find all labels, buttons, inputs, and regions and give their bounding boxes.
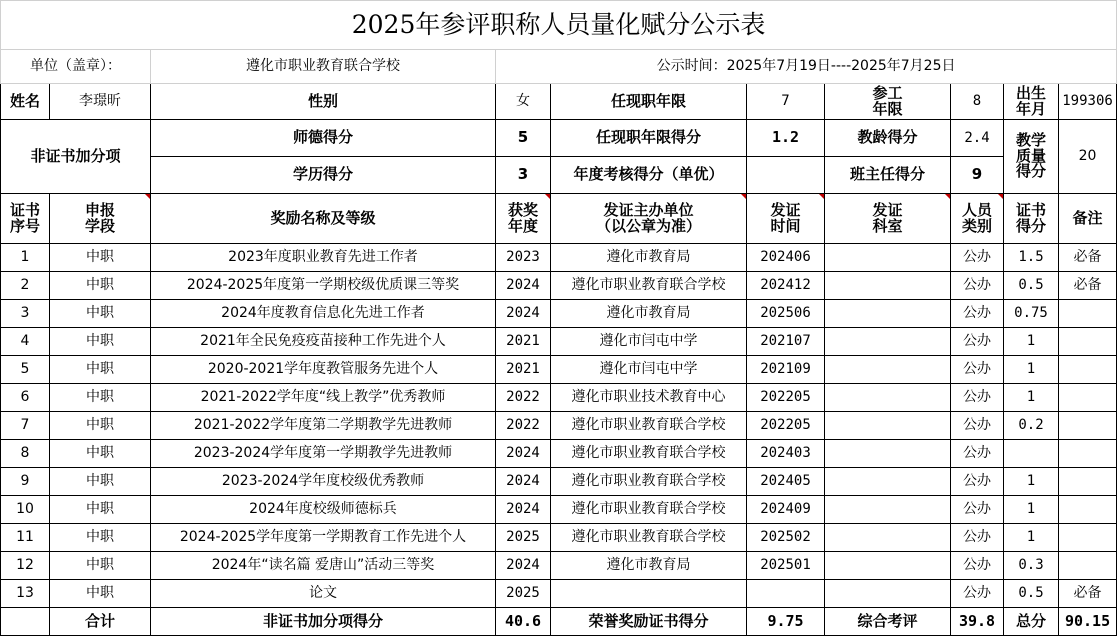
cell-year: 2024 xyxy=(496,300,551,328)
cell-award: 2024-2025学年度第一学期教育工作先进个人 xyxy=(151,524,496,552)
cell-seq: 13 xyxy=(1,580,50,608)
cell-seq: 8 xyxy=(1,440,50,468)
cell-type: 公办 xyxy=(951,272,1004,300)
name-label: 姓名 xyxy=(1,84,50,120)
cell-year: 2025 xyxy=(496,580,551,608)
cell-award: 2023-2024学年度第一学期教学先进教师 xyxy=(151,440,496,468)
table-row xyxy=(1,356,1117,384)
cell-note xyxy=(1059,440,1117,468)
table-row xyxy=(1,580,1117,608)
cell-issuer: 遵化市教育局 xyxy=(551,244,747,272)
cell-dept xyxy=(825,356,951,384)
cell-issuer: 遵化市职业教育联合学校 xyxy=(551,440,747,468)
cell-issuer: 遵化市职业教育联合学校 xyxy=(551,412,747,440)
cell-award: 2023-2024学年度校级优秀教师 xyxy=(151,468,496,496)
table-row xyxy=(1,328,1117,356)
cell-time: 202205 xyxy=(747,384,825,412)
publish-date: 公示时间：2025年7月19日----2025年7月25日 xyxy=(496,50,1117,84)
cell-time: 202405 xyxy=(747,468,825,496)
cell-seq: 11 xyxy=(1,524,50,552)
noncert-total-label: 非证书加分项得分 xyxy=(151,608,496,636)
cell-award: 2021年全民免疫疫苗接种工作先进个人 xyxy=(151,328,496,356)
cell-type: 公办 xyxy=(951,552,1004,580)
col-stage: 申报 学段 xyxy=(50,194,151,244)
cert-rows xyxy=(1,244,1117,608)
cell-year: 2024 xyxy=(496,440,551,468)
quality-score: 20 xyxy=(1059,120,1117,194)
cell-seq: 6 xyxy=(1,384,50,412)
table-row xyxy=(1,384,1117,412)
table-row xyxy=(1,272,1117,300)
edu-label: 学历得分 xyxy=(151,157,496,194)
cell-dept xyxy=(825,552,951,580)
cell-issuer: 遵化市职业教育联合学校 xyxy=(551,272,747,300)
cell-year: 2022 xyxy=(496,384,551,412)
cell-time: 202403 xyxy=(747,440,825,468)
unit-label: 单位（盖章）： xyxy=(1,50,151,84)
headteacher-score: 9 xyxy=(951,157,1004,194)
cell-stage: 中职 xyxy=(50,524,151,552)
table-row xyxy=(1,300,1117,328)
cell-stage: 中职 xyxy=(50,440,151,468)
annual-label: 年度考核得分（单优） xyxy=(551,157,747,194)
work-years-value: 8 xyxy=(951,84,1004,120)
cell-seq: 3 xyxy=(1,300,50,328)
cell-stage: 中职 xyxy=(50,580,151,608)
ethics-score: 5 xyxy=(496,120,551,157)
footer-row xyxy=(1,608,1117,636)
cell-award: 2024年度教育信息化先进工作者 xyxy=(151,300,496,328)
page-title: 2025年参评职称人员量化赋分公示表 xyxy=(1,1,1117,50)
cell-type: 公办 xyxy=(951,580,1004,608)
honor-label: 荣誉奖励证书得分 xyxy=(551,608,747,636)
cell-year: 2022 xyxy=(496,412,551,440)
cell-type: 公办 xyxy=(951,300,1004,328)
cell-seq: 12 xyxy=(1,552,50,580)
cell-time: 202109 xyxy=(747,356,825,384)
cell-award: 2023年度职业教育先进工作者 xyxy=(151,244,496,272)
cell-note: 必备 xyxy=(1059,272,1117,300)
cell-score: 1.5 xyxy=(1004,244,1059,272)
gender-value: 女 xyxy=(496,84,551,120)
cell-stage: 中职 xyxy=(50,384,151,412)
annual-score xyxy=(747,157,825,194)
cell-time: 202412 xyxy=(747,272,825,300)
col-seq: 证书 序号 xyxy=(1,194,50,244)
cell-type: 公办 xyxy=(951,524,1004,552)
cell-score: 0.75 xyxy=(1004,300,1059,328)
cell-time: 202502 xyxy=(747,524,825,552)
cell-note xyxy=(1059,384,1117,412)
cell-issuer: 遵化市职业教育联合学校 xyxy=(551,524,747,552)
cell-year: 2021 xyxy=(496,328,551,356)
name-value: 李璟昕 xyxy=(50,84,151,120)
cell-score: 0.2 xyxy=(1004,412,1059,440)
cell-score: 1 xyxy=(1004,524,1059,552)
headteacher-label: 班主任得分 xyxy=(825,157,951,194)
cell-time: 202506 xyxy=(747,300,825,328)
table-row xyxy=(1,468,1117,496)
cell-stage: 中职 xyxy=(50,272,151,300)
cell-score: 1 xyxy=(1004,384,1059,412)
cell-stage: 中职 xyxy=(50,328,151,356)
cell-dept xyxy=(825,580,951,608)
column-headers xyxy=(1,194,1117,244)
birth-value: 199306 xyxy=(1059,84,1117,120)
cell-type: 公办 xyxy=(951,440,1004,468)
cell-type: 公办 xyxy=(951,496,1004,524)
col-time: 发证 时间 xyxy=(747,194,825,244)
col-note: 备注 xyxy=(1059,194,1117,244)
cell-time: 202409 xyxy=(747,496,825,524)
cell-stage: 中职 xyxy=(50,468,151,496)
cell-dept xyxy=(825,300,951,328)
col-award: 奖励名称及等级 xyxy=(151,194,496,244)
cell-year: 2025 xyxy=(496,524,551,552)
cell-type: 公办 xyxy=(951,356,1004,384)
cell-dept xyxy=(825,384,951,412)
cell-score: 1 xyxy=(1004,328,1059,356)
edu-score: 3 xyxy=(496,157,551,194)
sum-score: 90.15 xyxy=(1059,608,1117,636)
cell-year: 2024 xyxy=(496,272,551,300)
cell-score: 1 xyxy=(1004,356,1059,384)
col-year: 获奖 年度 xyxy=(496,194,551,244)
cell-score: 0.5 xyxy=(1004,580,1059,608)
cell-stage: 中职 xyxy=(50,356,151,384)
gender-label: 性别 xyxy=(151,84,496,120)
cell-note xyxy=(1059,328,1117,356)
cell-dept xyxy=(825,468,951,496)
cell-score: 0.5 xyxy=(1004,272,1059,300)
cell-dept xyxy=(825,440,951,468)
table-row xyxy=(1,496,1117,524)
total-label: 合计 xyxy=(50,608,151,636)
honor-score: 9.75 xyxy=(747,608,825,636)
cell-score xyxy=(1004,440,1059,468)
cell-award: 2024-2025年度第一学期校级优质课三等奖 xyxy=(151,272,496,300)
cell-issuer: 遵化市闫屯中学 xyxy=(551,328,747,356)
cell-stage: 中职 xyxy=(50,300,151,328)
cell-stage: 中职 xyxy=(50,412,151,440)
cell-time xyxy=(747,580,825,608)
birth-label: 出生 年月 xyxy=(1004,84,1059,120)
cell-award: 2021-2022学年度第二学期教学先进教师 xyxy=(151,412,496,440)
cell-award: 2020-2021学年度教管服务先进个人 xyxy=(151,356,496,384)
eval-label: 综合考评 xyxy=(825,608,951,636)
seniority-score: 2.4 xyxy=(951,120,1004,157)
noncert-total-score: 40.6 xyxy=(496,608,551,636)
table-row xyxy=(1,524,1117,552)
cell-issuer xyxy=(551,580,747,608)
cell-time: 202107 xyxy=(747,328,825,356)
cell-issuer: 遵化市闫屯中学 xyxy=(551,356,747,384)
cell-note: 必备 xyxy=(1059,244,1117,272)
table-row xyxy=(1,244,1117,272)
tenure-value: 7 xyxy=(747,84,825,120)
tenure-label: 任现职年限 xyxy=(551,84,747,120)
cell-note xyxy=(1059,412,1117,440)
col-issuer: 发证主办单位 （以公章为准） xyxy=(551,194,747,244)
cell-stage: 中职 xyxy=(50,496,151,524)
cell-dept xyxy=(825,328,951,356)
cell-award: 2021-2022学年度“线上教学”优秀教师 xyxy=(151,384,496,412)
cell-score: 1 xyxy=(1004,496,1059,524)
cell-note: 必备 xyxy=(1059,580,1117,608)
cell-year: 2024 xyxy=(496,468,551,496)
cell-issuer: 遵化市职业技术教育中心 xyxy=(551,384,747,412)
table-row xyxy=(1,440,1117,468)
cell-stage: 中职 xyxy=(50,552,151,580)
table-row xyxy=(1,552,1117,580)
cell-seq: 2 xyxy=(1,272,50,300)
sum-label: 总分 xyxy=(1004,608,1059,636)
seniority-label: 教龄得分 xyxy=(825,120,951,157)
cell-seq: 4 xyxy=(1,328,50,356)
cell-seq: 9 xyxy=(1,468,50,496)
tenure-score: 1.2 xyxy=(747,120,825,157)
cell-year: 2023 xyxy=(496,244,551,272)
cell-issuer: 遵化市职业教育联合学校 xyxy=(551,496,747,524)
cell-note xyxy=(1059,356,1117,384)
unit-value: 遵化市职业教育联合学校 xyxy=(151,50,496,84)
cell-issuer: 遵化市教育局 xyxy=(551,300,747,328)
cell-seq: 7 xyxy=(1,412,50,440)
noncert-label: 非证书加分项 xyxy=(1,120,151,194)
cell-note xyxy=(1059,552,1117,580)
cell-dept xyxy=(825,496,951,524)
cell-type: 公办 xyxy=(951,468,1004,496)
cell-dept xyxy=(825,272,951,300)
cell-seq: 10 xyxy=(1,496,50,524)
cell-time: 202205 xyxy=(747,412,825,440)
cell-note xyxy=(1059,468,1117,496)
cell-award: 论文 xyxy=(151,580,496,608)
cell-type: 公办 xyxy=(951,244,1004,272)
cell-time: 202406 xyxy=(747,244,825,272)
cell-award: 2024年“读名篇 爱唐山”活动三等奖 xyxy=(151,552,496,580)
cell-type: 公办 xyxy=(951,384,1004,412)
ethics-label: 师德得分 xyxy=(151,120,496,157)
cell-dept xyxy=(825,244,951,272)
quality-label: 教学 质量 得分 xyxy=(1004,120,1059,194)
col-type: 人员 类别 xyxy=(951,194,1004,244)
eval-score: 39.8 xyxy=(951,608,1004,636)
cell-year: 2021 xyxy=(496,356,551,384)
footer-blank xyxy=(1,608,50,636)
col-dept: 发证 科室 xyxy=(825,194,951,244)
cell-year: 2024 xyxy=(496,496,551,524)
cell-dept xyxy=(825,412,951,440)
cell-stage: 中职 xyxy=(50,244,151,272)
cell-year: 2024 xyxy=(496,552,551,580)
cell-issuer: 遵化市职业教育联合学校 xyxy=(551,468,747,496)
cell-seq: 1 xyxy=(1,244,50,272)
work-years-label: 参工 年限 xyxy=(825,84,951,120)
cell-time: 202501 xyxy=(747,552,825,580)
cell-note xyxy=(1059,496,1117,524)
col-score: 证书 得分 xyxy=(1004,194,1059,244)
cell-note xyxy=(1059,300,1117,328)
tenure-score-label: 任现职年限得分 xyxy=(551,120,747,157)
cell-dept xyxy=(825,524,951,552)
cell-score: 1 xyxy=(1004,468,1059,496)
table-row xyxy=(1,412,1117,440)
cell-score: 0.3 xyxy=(1004,552,1059,580)
cell-note xyxy=(1059,524,1117,552)
cell-type: 公办 xyxy=(951,412,1004,440)
cell-seq: 5 xyxy=(1,356,50,384)
cell-award: 2024年度校级师德标兵 xyxy=(151,496,496,524)
cell-issuer: 遵化市教育局 xyxy=(551,552,747,580)
cell-type: 公办 xyxy=(951,328,1004,356)
